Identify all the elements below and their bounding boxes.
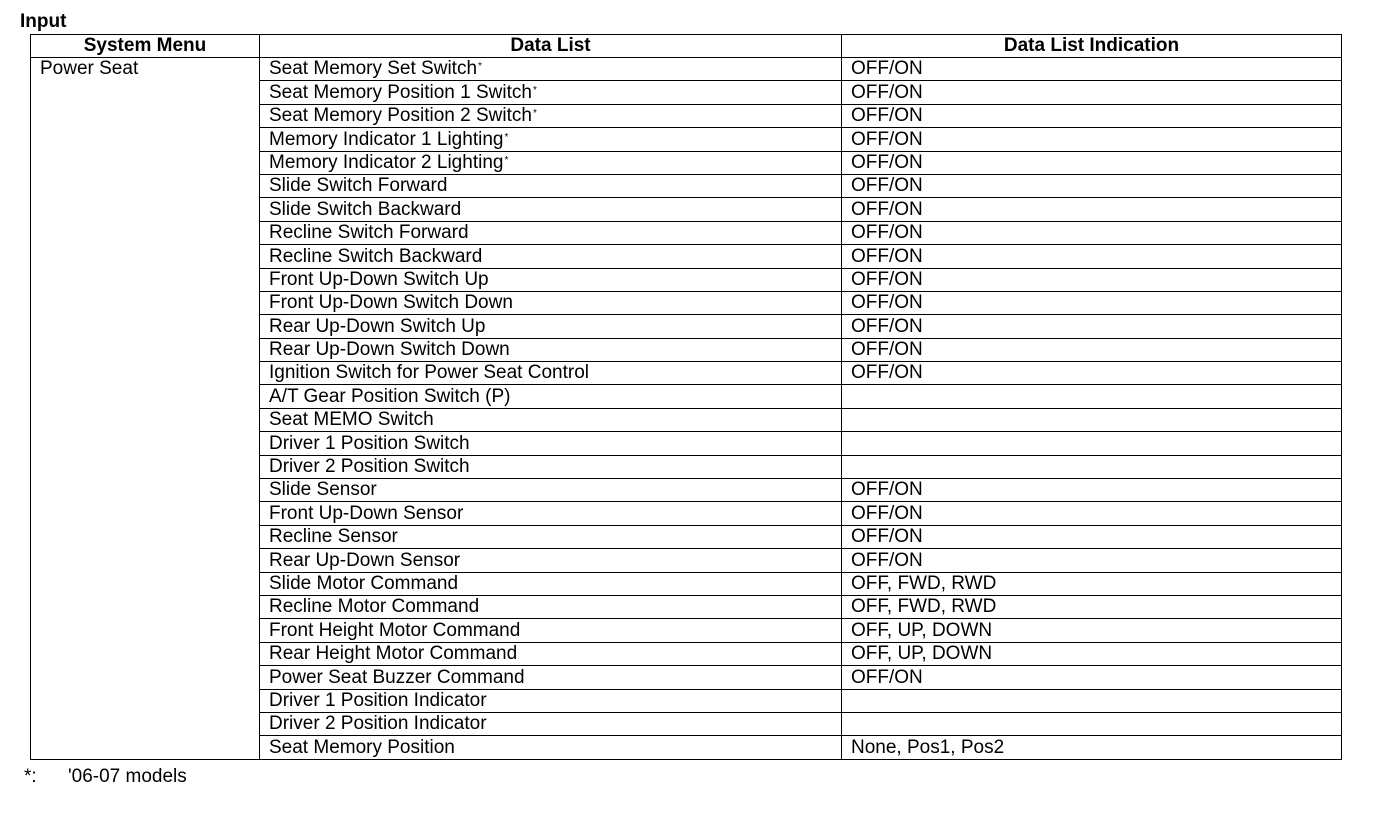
data-list-cell — [260, 174, 842, 197]
data-list-label: Driver 1 Position Switch — [269, 432, 470, 454]
data-list-label: Rear Up-Down Switch Down — [269, 339, 510, 361]
header-row — [31, 35, 1342, 58]
header-system-menu: System Menu — [31, 35, 260, 58]
data-list-label: Recline Motor Command — [269, 596, 480, 618]
data-list-cell — [260, 151, 842, 174]
data-list-cell — [260, 104, 842, 127]
indication-cell: OFF/ON — [842, 479, 1342, 502]
indication-cell: OFF/ON — [842, 58, 1342, 81]
data-list-cell — [260, 58, 842, 81]
data-list-cell — [260, 666, 842, 689]
data-list-cell — [260, 221, 842, 244]
data-list-cell — [260, 595, 842, 618]
indication-cell: OFF/ON — [842, 502, 1342, 525]
data-list-label: Front Up-Down Switch Up — [269, 268, 489, 290]
footnote-marker: * — [504, 154, 509, 166]
data-list-label: Front Height Motor Command — [269, 619, 521, 641]
indication-cell — [842, 408, 1342, 431]
data-list-label: Slide Sensor — [269, 479, 377, 501]
footnote-marker: * — [532, 108, 537, 120]
data-list-cell — [260, 432, 842, 455]
data-list-label: Memory Indicator 2 Lighting — [269, 151, 504, 173]
indication-cell: OFF/ON — [842, 291, 1342, 314]
data-list-label: Rear Up-Down Sensor — [269, 549, 461, 571]
indication-cell: OFF/ON — [842, 221, 1342, 244]
data-list-cell — [260, 502, 842, 525]
data-list-label: Seat Memory Position 1 Switch — [269, 81, 532, 103]
system-menu-cell: Power Seat — [31, 58, 260, 760]
data-list-cell — [260, 455, 842, 478]
indication-cell: OFF/ON — [842, 81, 1342, 104]
data-list-cell — [260, 479, 842, 502]
indication-cell: OFF/ON — [842, 549, 1342, 572]
indication-cell: OFF/ON — [842, 198, 1342, 221]
indication-cell: OFF/ON — [842, 362, 1342, 385]
data-list-label: Slide Switch Forward — [269, 175, 448, 197]
indication-cell: OFF/ON — [842, 666, 1342, 689]
data-list-cell — [260, 128, 842, 151]
footnote-text: '06-07 models — [68, 766, 187, 787]
data-list-cell — [260, 712, 842, 735]
data-list-label: Rear Height Motor Command — [269, 643, 518, 665]
data-list-label: Driver 2 Position Indicator — [269, 713, 487, 735]
footnote-marker: * — [478, 61, 482, 73]
data-list-cell — [260, 268, 842, 291]
data-list-label: Seat MEMO Switch — [269, 409, 434, 431]
data-list-label: Recline Sensor — [269, 526, 398, 548]
indication-cell — [842, 455, 1342, 478]
indication-cell: OFF/ON — [842, 174, 1342, 197]
indication-cell: OFF, UP, DOWN — [842, 619, 1342, 642]
data-list-table — [30, 34, 1342, 760]
data-list-cell — [260, 736, 842, 759]
data-list-label: Seat Memory Set Switch — [269, 58, 478, 80]
data-list-label: Seat Memory Position 2 Switch — [269, 105, 532, 127]
data-list-label: Driver 2 Position Switch — [269, 456, 470, 478]
data-list-label: A/T Gear Position Switch (P) — [269, 385, 511, 407]
indication-cell: OFF/ON — [842, 525, 1342, 548]
data-list-cell — [260, 385, 842, 408]
indication-cell — [842, 689, 1342, 712]
data-list-cell — [260, 549, 842, 572]
footnote-marker: * — [532, 84, 537, 96]
header-data-list: Data List — [260, 35, 842, 58]
data-list-label: Seat Memory Position — [269, 736, 455, 758]
indication-cell: OFF, FWD, RWD — [842, 595, 1342, 618]
data-list-cell — [260, 408, 842, 431]
data-list-label: Driver 1 Position Indicator — [269, 689, 487, 711]
data-list-cell — [260, 572, 842, 595]
data-list-label: Front Up-Down Sensor — [269, 502, 464, 524]
data-list-cell — [260, 198, 842, 221]
indication-cell: OFF/ON — [842, 268, 1342, 291]
data-list-cell — [260, 291, 842, 314]
indication-cell: OFF/ON — [842, 245, 1342, 268]
data-list-label: Recline Switch Backward — [269, 245, 483, 267]
footnote-marker: * — [504, 131, 509, 143]
header-data-list-indication: Data List Indication — [842, 35, 1342, 58]
data-list-cell — [260, 338, 842, 361]
data-list-label: Slide Switch Backward — [269, 198, 462, 220]
table-body — [31, 58, 1342, 760]
data-list-cell — [260, 81, 842, 104]
data-list-cell — [260, 642, 842, 665]
indication-cell: OFF, FWD, RWD — [842, 572, 1342, 595]
indication-cell: OFF/ON — [842, 315, 1342, 338]
footnote-marker: *: — [24, 766, 37, 787]
section-title: Input — [20, 11, 67, 32]
footnote — [24, 766, 187, 788]
indication-cell: OFF/ON — [842, 151, 1342, 174]
indication-cell — [842, 432, 1342, 455]
indication-cell: None, Pos1, Pos2 — [842, 736, 1342, 759]
data-list-cell — [260, 525, 842, 548]
indication-cell: OFF, UP, DOWN — [842, 642, 1342, 665]
indication-cell — [842, 712, 1342, 735]
data-list-label: Power Seat Buzzer Command — [269, 666, 525, 688]
data-list-cell — [260, 689, 842, 712]
data-list-label: Ignition Switch for Power Seat Control — [269, 362, 589, 384]
data-list-label: Front Up-Down Switch Down — [269, 292, 513, 314]
indication-cell — [842, 385, 1342, 408]
data-list-label: Memory Indicator 1 Lighting — [269, 128, 504, 150]
table-row — [31, 58, 1342, 81]
indication-cell: OFF/ON — [842, 104, 1342, 127]
data-list-label: Recline Switch Forward — [269, 222, 469, 244]
data-list-cell — [260, 245, 842, 268]
data-list-label: Rear Up-Down Switch Up — [269, 315, 486, 337]
data-list-cell — [260, 362, 842, 385]
data-list-cell — [260, 619, 842, 642]
data-list-label: Slide Motor Command — [269, 572, 459, 594]
data-list-cell — [260, 315, 842, 338]
indication-cell: OFF/ON — [842, 128, 1342, 151]
indication-cell: OFF/ON — [842, 338, 1342, 361]
